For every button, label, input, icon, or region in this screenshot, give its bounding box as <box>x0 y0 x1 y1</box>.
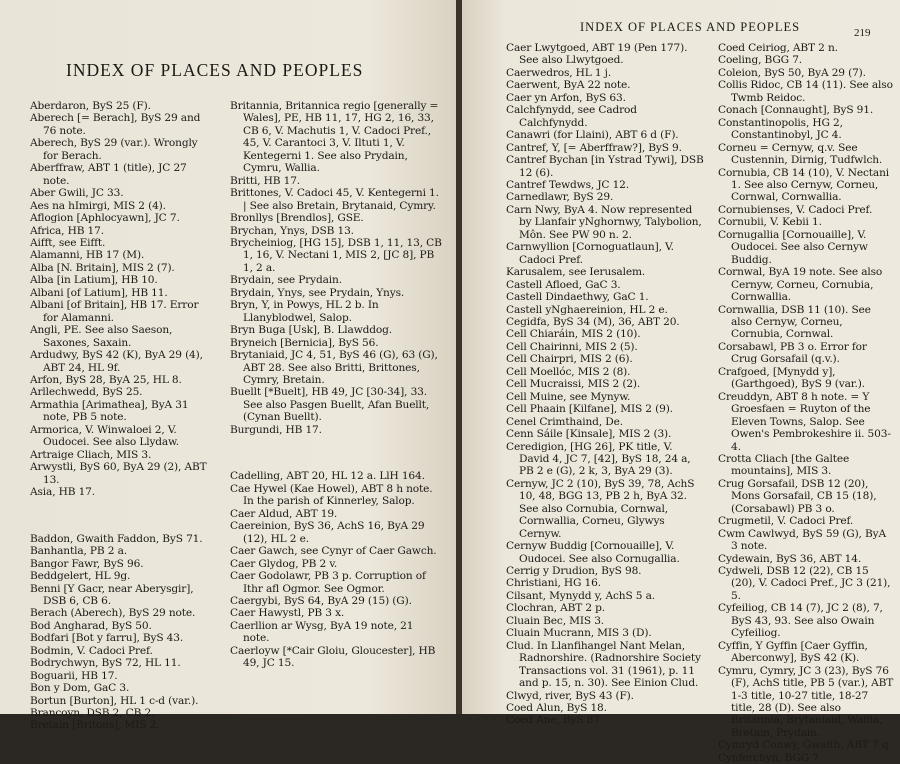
index-entry: Armorica, V. Winwaloei 2, V. Oudocei. See also Llydaw. <box>30 423 179 449</box>
index-entry: Caerwent, ByA 22 note. <box>506 79 631 92</box>
index-entry: Caerloyw [*Cair Gloiu, Gloucester], HB 49, JC 15. <box>230 644 436 670</box>
index-entry: Cymru, Cymry, JC 3 (23), ByS 76 (F), AchS title, PB 5 (var.), ABT 1-3 title, 10-27 title, 18-27 title, 28 (D). See also Britannia, Brytaniaid, Wallia, Bretain, Prydain. <box>718 664 894 739</box>
index-entry: Carnedlawr, ByS 29. <box>506 191 614 204</box>
index-entry: Arfon, ByS 28, ByA 25, HL 8. <box>30 373 182 386</box>
index-entry: Cornwallia, DSB 11 (10). See also Cernyw, Corneu, Cornubia, Cornwal. <box>718 303 871 341</box>
index-entry: Benni [Y Gacr, near Aberysgir], DSB 6, CB 6. <box>30 582 194 607</box>
index-entry: Bryn, Y, in Powys, HL 2 b. In Llanyblodwel, Salop. <box>230 299 379 324</box>
index-entry: Cornubia, CB 14 (10), V. Nectani 1. See also Cernyw, Corneu, Cornwal, Cornwallia. <box>718 166 889 204</box>
index-entry: Artraige Cliach, MIS 3. <box>30 448 152 461</box>
index-entry: Bon y Dom, GaC 3. <box>30 682 130 695</box>
page-number: 219 <box>854 27 871 39</box>
index-entry: Boguarii, HB 17. <box>30 669 118 682</box>
index-entry: Cell Chairpri, MIS 2 (6). <box>506 353 633 366</box>
right-page-column-2 <box>718 42 894 764</box>
index-entry: Caer Hawystl, PB 3 x. <box>230 607 345 620</box>
index-entry: Caer Lwytgoed, ABT 19 (Pen 177). See also Llwytgoed. <box>506 42 688 67</box>
index-entry: Cenn Sáile [Kinsale], MIS 2 (3). <box>506 428 672 441</box>
index-entry: Coleion, ByS 50, ByA 29 (7). <box>718 66 866 79</box>
index-entry: Aflogion [Aphlocyawn], JC 7. <box>30 212 180 225</box>
index-entry: Corneu = Cernyw, q.v. See Custennin, Dirnig, Tudfwlch. <box>718 141 883 167</box>
index-entry: Armathia [Arimathea], ByA 31 note, PB 5 note. <box>30 398 189 424</box>
index-entry: Carnwyllion [Cornoguatlaun], V. Cadoci Pref. <box>506 241 674 266</box>
index-entry: Albani [of Britain], HB 17. Error for Alamanni. <box>30 299 199 324</box>
index-entry: Caer yn Arfon, ByS 63. <box>506 91 626 104</box>
index-entry: Cell Chairinni, MIS 2 (5). <box>506 340 638 353</box>
index-entry: Aes na hImirgi, MIS 2 (4). <box>30 199 166 212</box>
index-entry: Cell Muine, see Mynyw. <box>506 390 631 403</box>
right-page-column-1 <box>506 42 704 727</box>
index-entry: Brytaniaid, JC 4, 51, ByS 46 (G), 63 (G), ABT 28. See also Britti, Brittones, Cymry, Bretain. <box>230 349 438 386</box>
index-entry: Clochran, ABT 2 p. <box>506 602 605 615</box>
index-entry: Buellt [*Buelt], HB 49, JC [30-34], 33. See also Pasgen Buellt, Afan Buellt, (Cynan Buellt). <box>230 386 430 424</box>
index-entry: Britannia, Britannica regio [generally = Wales], PE, HB 11, 17, HG 2, 16, 33, CB 6, V. Machutis 1, V. Cadoci Pref., 45, V. Carantoci 3, V. Iltuti 1, V. Kentegerni 1. See also Prydain, Cymru, Wallia. <box>230 100 439 175</box>
entry-spacer <box>230 447 442 460</box>
index-entry: Christiani, HG 16. <box>506 577 601 590</box>
index-entry: Cornugallia [Cornouaille], V. Oudocei. See also Cernyw Buddig. <box>718 228 868 266</box>
index-entry: Cerrig y Drudion, ByS 98. <box>506 565 642 578</box>
index-entry: Constantinopolis, HG 2, Constantinobyl, JC 4. <box>718 116 843 142</box>
index-entry: Caer Glydog, PB 2 v. <box>230 557 338 570</box>
index-entry: Cadelling, ABT 20, HL 12 a. LlH 164. <box>230 470 425 483</box>
index-entry: Alba [N. Britain], MIS 2 (7). <box>30 261 175 274</box>
index-entry: Cell Phaain [Kilfane], MIS 2 (9). <box>506 403 673 416</box>
index-entry: Cydewain, ByS 36, ABT 14. <box>718 552 862 565</box>
index-entry: Cae Hywel (Kae Howel), ABT 8 h note. In the parish of Kinnerley, Salop. <box>230 482 433 508</box>
index-entry: Coeling, BGG 7. <box>718 54 803 67</box>
index-entry: Bryneich [Bernicia], ByS 56. <box>230 336 379 349</box>
index-entry: Aber Gwili, JC 33. <box>30 187 124 200</box>
index-entry: Cynferchyn, BGG 7. <box>718 751 823 764</box>
left-page-column-1 <box>30 100 214 732</box>
index-entry: Brycheiniog, [HG 15], DSB 1, 11, 13, CB 1, 16, V. Nectani 1, MIS 2, [JC 8], PB 1, 2 a. <box>230 236 442 274</box>
index-entry: Cegidfa, ByS 34 (M), 36, ABT 20. <box>506 315 680 328</box>
index-entry: Aberech, ByS 29 (var.). Wrongly for Berach. <box>30 137 198 162</box>
index-entry: Caerllion ar Wysg, ByA 19 note, 21 note. <box>230 619 414 645</box>
index-entry: Aberffraw, ABT 1 (title), JC 27 note. <box>30 162 187 187</box>
index-entry: Cyfeiliog, CB 14 (7), JC 2 (8), 7, ByS 43, 93. See also Owain Cyfeiliog. <box>718 602 883 640</box>
index-entry: Crotta Cliach [the Galtee mountains], MIS 3. <box>718 452 850 478</box>
index-entry: Cenel Crimthaind, De. <box>506 415 623 428</box>
index-entry: Cwm Cawlwyd, ByS 59 (G), ByA 3 note. <box>718 527 886 553</box>
index-entry: Cydweli, DSB 12 (22), CB 15 (20), V. Cadoci Pref., JC 3 (21), 5. <box>718 565 891 602</box>
index-entry: Brydain, see Prydain. <box>230 274 342 287</box>
index-entry: Cluain Mucrann, MIS 3 (D). <box>506 627 652 640</box>
index-entry: Crafgoed, [Mynydd y], (Garthgoed), ByS 9 (var.). <box>718 365 865 391</box>
index-entry: Cantref, Y, [= Aberffraw?], ByS 9. <box>506 141 682 154</box>
index-entry: Cantref Bychan [in Ystrad Tywi], DSB 12 (6). <box>506 154 704 179</box>
index-entry: Brancoyn, DSB 2, CB 2. <box>30 707 155 720</box>
index-entry: Cell Mucraissi, MIS 2 (2). <box>506 378 641 391</box>
index-entry: Cell Moellóc, MIS 2 (8). <box>506 365 631 378</box>
index-entry: Bodmin, V. Cadoci Pref. <box>30 644 153 657</box>
index-entry: Cantref Tewdws, JC 12. <box>506 178 629 191</box>
index-entry: Crug Gorsafail, DSB 12 (20), Mons Gorsafail, CB 15 (18), (Corsabawl) PB 3 o. <box>718 477 877 515</box>
index-entry: Brychan, Ynys, DSB 13. <box>230 224 354 237</box>
index-entry: Aberdaron, ByS 25 (F). <box>30 100 151 112</box>
entry-spacer <box>30 509 214 522</box>
index-entry: Coed Ceiriog, ABT 2 n. <box>718 42 838 54</box>
index-entry: Africa, HB 17. <box>30 224 104 237</box>
index-entry: Britti, HB 17. <box>230 174 301 187</box>
index-entry: Albani [of Latium], HB 11. <box>30 286 168 299</box>
index-entry: Bangor Fawr, ByS 96. <box>30 557 144 570</box>
index-entry: Cyffin, Y Gyffin [Caer Gyffin, Aberconwy], ByS 42 (K). <box>718 639 868 665</box>
index-entry: Cernyw, JC 2 (10), ByS 39, 78, AchS 10, 48, BGG 13, PB 2 h, ByA 32. See also Cornubia, Cornwal, Cornwallia, Corneu, Glywys Cernyw. <box>506 477 695 540</box>
index-entry: Castell yNghaereinion, HL 2 e. <box>506 303 668 316</box>
index-entry: Ceredigion, [HG 26], PK title, V. David 4, JC 7, [42], ByS 18, 24 a, PB 2 e (G), 2 k, 3, ByA 29 (3). <box>506 440 691 478</box>
index-entry: Cornubii, V. Kebii 1. <box>718 216 822 229</box>
index-entry: Caergybi, ByS 64, ByA 29 (15) (G). <box>230 594 412 607</box>
index-entry: Caer Godolawr, PB 3 p. Corruption of Ithr afl Ogmor. See Ogmor. <box>230 570 426 595</box>
index-entry: Cluain Bec, MIS 3. <box>506 614 604 627</box>
left-page <box>0 0 458 732</box>
index-entry: Bretain [Britons], MIS 2. <box>30 719 160 732</box>
index-entry: Bortun [Burton], HL 1 c-d (var.). <box>30 694 199 707</box>
index-entry: Baddon, Gwaith Faddon, ByS 71. <box>30 532 203 545</box>
index-entry: Beddgelert, HL 9g. <box>30 570 131 583</box>
index-entry: Bodrychwyn, ByS 72, HL 11. <box>30 657 181 670</box>
index-entry: Calchfynydd, see Cadrod Calchfynydd. <box>506 104 637 129</box>
index-entry: Angli, PE. See also Saeson, Saxones, Saxain. <box>30 324 173 349</box>
index-entry: Caer Aldud, ABT 19. <box>230 507 338 520</box>
index-entry: Caerwedros, HL 1 j. <box>506 66 612 79</box>
index-entry: Bodfari [Bot y farru], ByS 43. <box>30 632 184 645</box>
index-entry: Banhantla, PB 2 a. <box>30 545 127 558</box>
index-entry: Cilsant, Mynydd y, AchS 5 a. <box>506 589 655 602</box>
index-entry: Cornubienses, V. Cadoci Pref. <box>718 203 873 216</box>
left-page-column-2 <box>230 100 442 670</box>
index-entry: Alba [in Latium], HB 10. <box>30 274 158 287</box>
index-entry: Carn Nwy, ByA 4. Now represented by Llanfair yNghornwy, Talybolion, Môn. See PW 90 n. 2. <box>506 203 702 241</box>
index-entry: Aifft, see Eifft. <box>30 236 106 249</box>
index-entry: Castell Dindaethwy, GaC 1. <box>506 291 649 304</box>
index-entry: Conach [Connaught], ByS 91. <box>718 104 874 117</box>
index-entry: Cell Chiaráin, MIS 2 (10). <box>506 328 641 341</box>
running-head: INDEX OF PLACES AND PEOPLES <box>580 20 801 34</box>
index-entry: Coed Ane, ByS 87. <box>506 714 604 727</box>
index-entry: Asia, HB 17. <box>30 486 95 499</box>
index-entry: Cornwal, ByA 19 note. See also Cernyw, Corneu, Cornubia, Cornwallia. <box>718 266 883 304</box>
index-entry: Arwystli, ByS 60, ByA 29 (2), ABT 13. <box>30 461 207 486</box>
index-entry: Bryn Buga [Usk], B. Llawddog. <box>230 324 392 337</box>
index-entry: Alamanni, HB 17 (M). <box>30 249 145 262</box>
index-entry: Clwyd, river, ByS 43 (F). <box>506 689 634 702</box>
index-entry: Creuddyn, ABT 8 h note. = Y Groesfaen = Ruyton of the Eleven Towns, Salop. See Owen's Pembrokeshire ii. 503-4. <box>718 390 891 453</box>
index-entry: Cernyw Buddig [Cornouaille], V. Oudocei. See also Cornugallia. <box>506 540 680 565</box>
index-entry: Collis Ridoc, CB 14 (11). See also Twmb Reidoc. <box>718 79 893 104</box>
index-entry: Aberech [= Berach], ByS 29 and 76 note. <box>30 112 201 137</box>
index-entry: Coed Alun, ByS 18. <box>506 702 607 715</box>
index-entry: Burgundi, HB 17. <box>230 423 322 436</box>
index-entry: Caereinion, ByS 36, AchS 16, ByA 29 (12), HL 2 e. <box>230 520 425 545</box>
index-entry: Arllechwedd, ByS 25. <box>30 386 143 399</box>
index-entry: Canawri (for Llaini), ABT 6 d (F). <box>506 129 679 142</box>
index-entry: Castell Afloed, GaC 3. <box>506 278 621 291</box>
right-page <box>462 0 900 764</box>
index-entry: Cymryd Conwy, Gwaith, ABT 7 q. <box>718 739 892 752</box>
index-entry: Ardudwy, ByS 42 (K), ByA 29 (4), ABT 24, HL 9f. <box>30 349 203 374</box>
index-entry: Crugmetil, V. Cadoci Pref. <box>718 515 854 528</box>
index-entry: Corsabawl, PB 3 o. Error for Crug Gorsafail (q.v.). <box>718 340 867 366</box>
index-entry: Brydain, Ynys, see Prydain, Ynys. <box>230 286 405 299</box>
index-entry: Bronllys [Brendlos], GSE. <box>230 212 364 225</box>
index-entry: Bod Angharad, ByS 50. <box>30 619 152 632</box>
index-entry: Caer Gawch, see Cynyr of Caer Gawch. <box>230 545 437 558</box>
index-entry: Karusalem, see Ierusalem. <box>506 266 646 279</box>
index-entry: Berach (Aberech), ByS 29 note. <box>30 607 196 620</box>
page-title: INDEX OF PLACES AND PEOPLES <box>66 60 364 80</box>
index-entry: Clud. In Llanfihangel Nant Melan, Radnorshire. (Radnorshire Society Transactions vol. 31 (1961), p. 11 and p. 15, n. 30). See Einion Clud. <box>506 639 701 690</box>
index-entry: Brittones, V. Cadoci 45, V. Kentegerni 1. | See also Bretain, Brytanaid, Cymry. <box>230 187 439 212</box>
